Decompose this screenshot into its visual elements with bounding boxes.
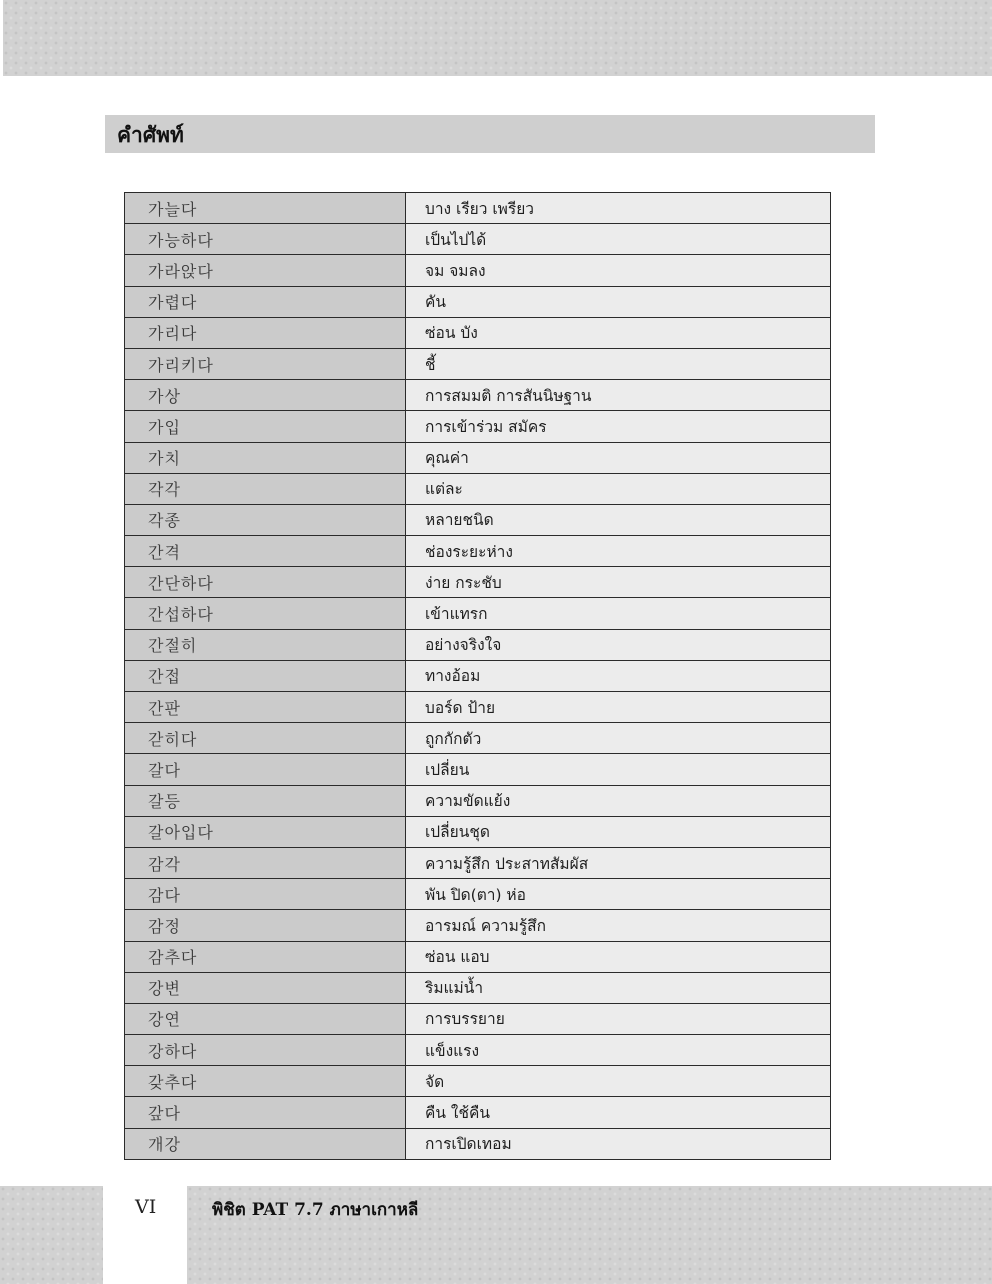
- table-row: [125, 1035, 831, 1066]
- korean-word: 감추다: [125, 941, 406, 972]
- korean-word: 가입: [125, 411, 406, 442]
- thai-meaning: อารมณ์ ความรู้สึก: [406, 910, 831, 941]
- table-row: [125, 910, 831, 941]
- book-title: พิชิต PAT 7.7 ภาษาเกาหลี: [212, 1200, 419, 1220]
- korean-word: 각각: [125, 473, 406, 504]
- table-row: [125, 847, 831, 878]
- thai-meaning: การเปิดเทอม: [406, 1128, 831, 1159]
- table-row: [125, 536, 831, 567]
- thai-meaning: คุณค่า: [406, 442, 831, 473]
- thai-meaning: พัน ปิด(ตา) ห่อ: [406, 879, 831, 910]
- table-row: [125, 317, 831, 348]
- thai-meaning: ความขัดแย้ง: [406, 785, 831, 816]
- thai-meaning: เปลี่ยนชุด: [406, 816, 831, 847]
- table-row: [125, 972, 831, 1003]
- page-number: VI: [135, 1196, 157, 1218]
- thai-meaning: เปลี่ยน: [406, 754, 831, 785]
- korean-word: 갖추다: [125, 1066, 406, 1097]
- thai-meaning: เข้าแทรก: [406, 598, 831, 629]
- korean-word: 갇히다: [125, 723, 406, 754]
- korean-word: 가렵다: [125, 286, 406, 317]
- korean-word: 갚다: [125, 1097, 406, 1128]
- table-row: [125, 473, 831, 504]
- korean-word: 갈아입다: [125, 816, 406, 847]
- table-row: [125, 754, 831, 785]
- korean-word: 가능하다: [125, 224, 406, 255]
- thai-meaning: การบรรยาย: [406, 1003, 831, 1034]
- thai-meaning: ซ่อน แอบ: [406, 941, 831, 972]
- thai-meaning: ริมแม่น้ำ: [406, 972, 831, 1003]
- korean-word: 갈등: [125, 785, 406, 816]
- korean-word: 가늘다: [125, 193, 406, 224]
- korean-word: 간판: [125, 692, 406, 723]
- thai-meaning: บาง เรียว เพรียว: [406, 193, 831, 224]
- korean-word: 가상: [125, 380, 406, 411]
- table-row: [125, 660, 831, 691]
- table-row: [125, 1128, 831, 1159]
- table-row: [125, 816, 831, 847]
- table-row: [125, 567, 831, 598]
- thai-meaning: ช่องระยะห่าง: [406, 536, 831, 567]
- korean-word: 간절히: [125, 629, 406, 660]
- table-row: [125, 380, 831, 411]
- korean-word: 갈다: [125, 754, 406, 785]
- korean-word: 감정: [125, 910, 406, 941]
- thai-meaning: ทางอ้อม: [406, 660, 831, 691]
- thai-meaning: บอร์ด ป้าย: [406, 692, 831, 723]
- korean-word: 간격: [125, 536, 406, 567]
- table-row: [125, 879, 831, 910]
- table-row: [125, 692, 831, 723]
- table-row: [125, 1003, 831, 1034]
- table-row: [125, 286, 831, 317]
- korean-word: 강변: [125, 972, 406, 1003]
- korean-word: 가리키다: [125, 348, 406, 379]
- thai-meaning: ง่าย กระชับ: [406, 567, 831, 598]
- thai-meaning: การสมมติ การสันนิษฐาน: [406, 380, 831, 411]
- thai-meaning: จัด: [406, 1066, 831, 1097]
- footer-right-band: [187, 1186, 992, 1284]
- korean-word: 감각: [125, 847, 406, 878]
- table-row: [125, 255, 831, 286]
- thai-meaning: อย่างจริงใจ: [406, 629, 831, 660]
- thai-meaning: คัน: [406, 286, 831, 317]
- section-title: คำศัพท์: [117, 123, 184, 147]
- thai-meaning: ชี้: [406, 348, 831, 379]
- table-row: [125, 442, 831, 473]
- korean-word: 강하다: [125, 1035, 406, 1066]
- vocabulary-table: [124, 192, 831, 1160]
- korean-word: 감다: [125, 879, 406, 910]
- thai-meaning: คืน ใช้คืน: [406, 1097, 831, 1128]
- table-row: [125, 348, 831, 379]
- table-row: [125, 598, 831, 629]
- korean-word: 개강: [125, 1128, 406, 1159]
- korean-word: 가리다: [125, 317, 406, 348]
- thai-meaning: ความรู้สึก ประสาทสัมผัส: [406, 847, 831, 878]
- thai-meaning: จม จมลง: [406, 255, 831, 286]
- table-row: [125, 504, 831, 535]
- thai-meaning: แข็งแรง: [406, 1035, 831, 1066]
- korean-word: 강연: [125, 1003, 406, 1034]
- thai-meaning: เป็นไปได้: [406, 224, 831, 255]
- thai-meaning: การเข้าร่วม สมัคร: [406, 411, 831, 442]
- thai-meaning: ซ่อน บัง: [406, 317, 831, 348]
- table-row: [125, 629, 831, 660]
- table-row: [125, 1066, 831, 1097]
- thai-meaning: ถูกกักตัว: [406, 723, 831, 754]
- korean-word: 가치: [125, 442, 406, 473]
- korean-word: 간접: [125, 660, 406, 691]
- table-row: [125, 723, 831, 754]
- korean-word: 간단하다: [125, 567, 406, 598]
- table-row: [125, 1097, 831, 1128]
- thai-meaning: แต่ละ: [406, 473, 831, 504]
- table-row: [125, 411, 831, 442]
- table-row: [125, 941, 831, 972]
- korean-word: 간섭하다: [125, 598, 406, 629]
- thai-meaning: หลายชนิด: [406, 504, 831, 535]
- footer-left-band: [0, 1186, 103, 1284]
- section-header: [105, 115, 875, 153]
- table-row: [125, 785, 831, 816]
- top-decorative-band: [3, 0, 992, 76]
- korean-word: 가라앉다: [125, 255, 406, 286]
- table-row: [125, 224, 831, 255]
- korean-word: 각종: [125, 504, 406, 535]
- table-row: [125, 193, 831, 224]
